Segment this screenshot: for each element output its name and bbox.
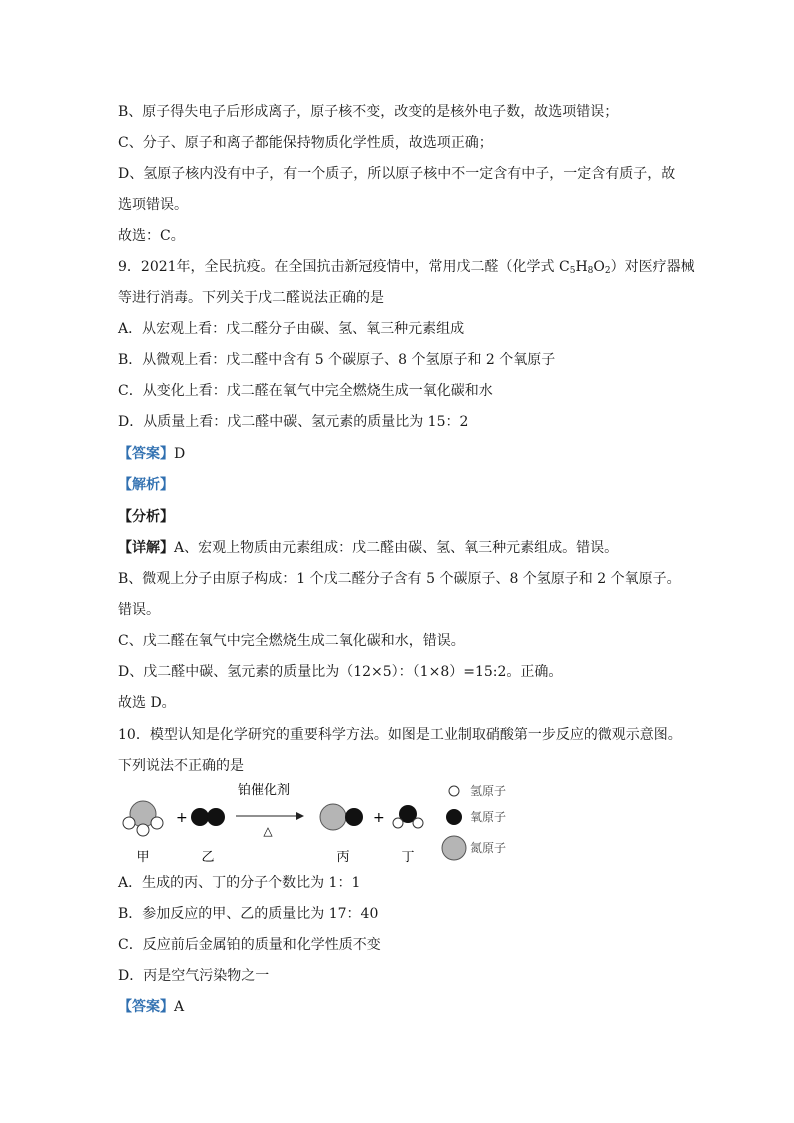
answer-value: A [174,999,185,1015]
subscript: 2 [604,266,611,276]
option-c: C．从变化上看：戊二醛在氧气中完全燃烧生成一氧化碳和水 [118,383,493,399]
stem-text: ）对医疗器械 [610,259,695,275]
plus-sign: + [373,810,385,826]
oxygen-legend-icon [446,809,462,825]
fenxi-tag: 【分析】 [118,509,174,525]
subscript: 8 [587,266,594,276]
stem-text: 9．2021年，全民抗疫。在全国抗击新冠疫情中，常用戊二醛（化学式 C [118,259,570,275]
option-c: C．反应前后金属铂的质量和化学性质不变 [118,937,381,953]
reaction-svg [118,780,538,870]
answer-line [118,444,185,464]
detail-line [118,538,618,558]
text-line: C、分子、原子和离子都能保持物质化学性质，故选项正确； [118,135,493,151]
text-line: 下列说法不正确的是 [118,758,244,774]
stem-text: H [575,259,588,275]
legend-oxygen: 氧原子 [470,810,507,824]
answer-tag: 【答案】 [118,999,174,1015]
stem-text: O [593,259,605,275]
text-line: B、原子得失电子后形成离子，原子核不变，改变的是核外电子数，故选项错误； [118,104,619,120]
hydrogen-legend-icon [449,786,459,796]
text-line: 选项错误。 [118,197,188,213]
analysis-tag: 【解析】 [118,477,174,493]
question-10-stem: 10．模型认知是化学研究的重要科学方法。如图是工业制取硝酸第一步反应的微观示意图。 [118,727,682,743]
heat-symbol: △ [263,824,273,838]
option-b: B．参加反应的甲、乙的质量比为 17：40 [118,906,379,922]
reaction-diagram [118,780,538,870]
text-line: 故选 D。 [118,695,176,711]
label-yi: 乙 [201,850,215,865]
molecule-yi [191,808,225,826]
text-line: D、氢原子核内没有中子，有一个质子，所以原子核中不一定含有中子，一定含有质子，故 [118,166,676,182]
option-b: B．从微观上看：戊二醛中含有 5 个碳原子、8 个氢原子和 2 个氧原子 [118,352,556,368]
label-ding: 丁 [401,850,415,865]
answer-value: D [174,446,186,462]
subscript: 5 [569,266,576,276]
legend-hydrogen: 氢原子 [470,784,507,798]
detail-tag: 【详解】 [118,540,174,556]
plus-sign: + [176,810,188,826]
nitrogen-legend-icon [442,836,466,860]
molecule-jia [123,801,163,836]
answer-line [118,997,184,1017]
text-line: C、戊二醛在氧气中完全燃烧生成二氧化碳和水，错误。 [118,633,465,649]
label-bing: 丙 [336,850,350,865]
text-line: D、戊二醛中碳、氢元素的质量比为（12×5）：（1×8）=15:2。正确。 [118,664,563,680]
legend [442,784,506,860]
legend-nitrogen: 氮原子 [470,841,507,855]
answer-tag: 【答案】 [118,446,174,462]
text-line: 故选：C。 [118,228,185,244]
option-a: A．从宏观上看：戊二醛分子由碳、氢、氧三种元素组成 [118,321,465,337]
text-line: B、微观上分子由原子构成：1 个戊二醛分子含有 5 个碳原子、8 个氢原子和 2 个氧原子。 [118,571,681,587]
question-9-stem [118,257,695,277]
catalyst-label: 铂催化剂 [237,783,291,798]
molecule-bing [320,804,363,830]
molecule-ding [393,805,423,828]
detail-text: A、宏观上物质由元素组成：戊二醛由碳、氢、氧三种元素组成。错误。 [174,540,619,556]
option-a: A．生成的丙、丁的分子个数比为 1：1 [118,875,361,891]
arrow-head-icon [296,812,304,820]
option-d: D．丙是空气污染物之一 [118,968,270,984]
option-d: D．从质量上看：戊二醛中碳、氢元素的质量比为 15：2 [118,414,469,430]
text-line: 错误。 [118,602,160,618]
label-jia: 甲 [136,850,150,865]
text-line: 等进行消毒。下列关于戊二醛说法正确的是 [118,290,384,306]
